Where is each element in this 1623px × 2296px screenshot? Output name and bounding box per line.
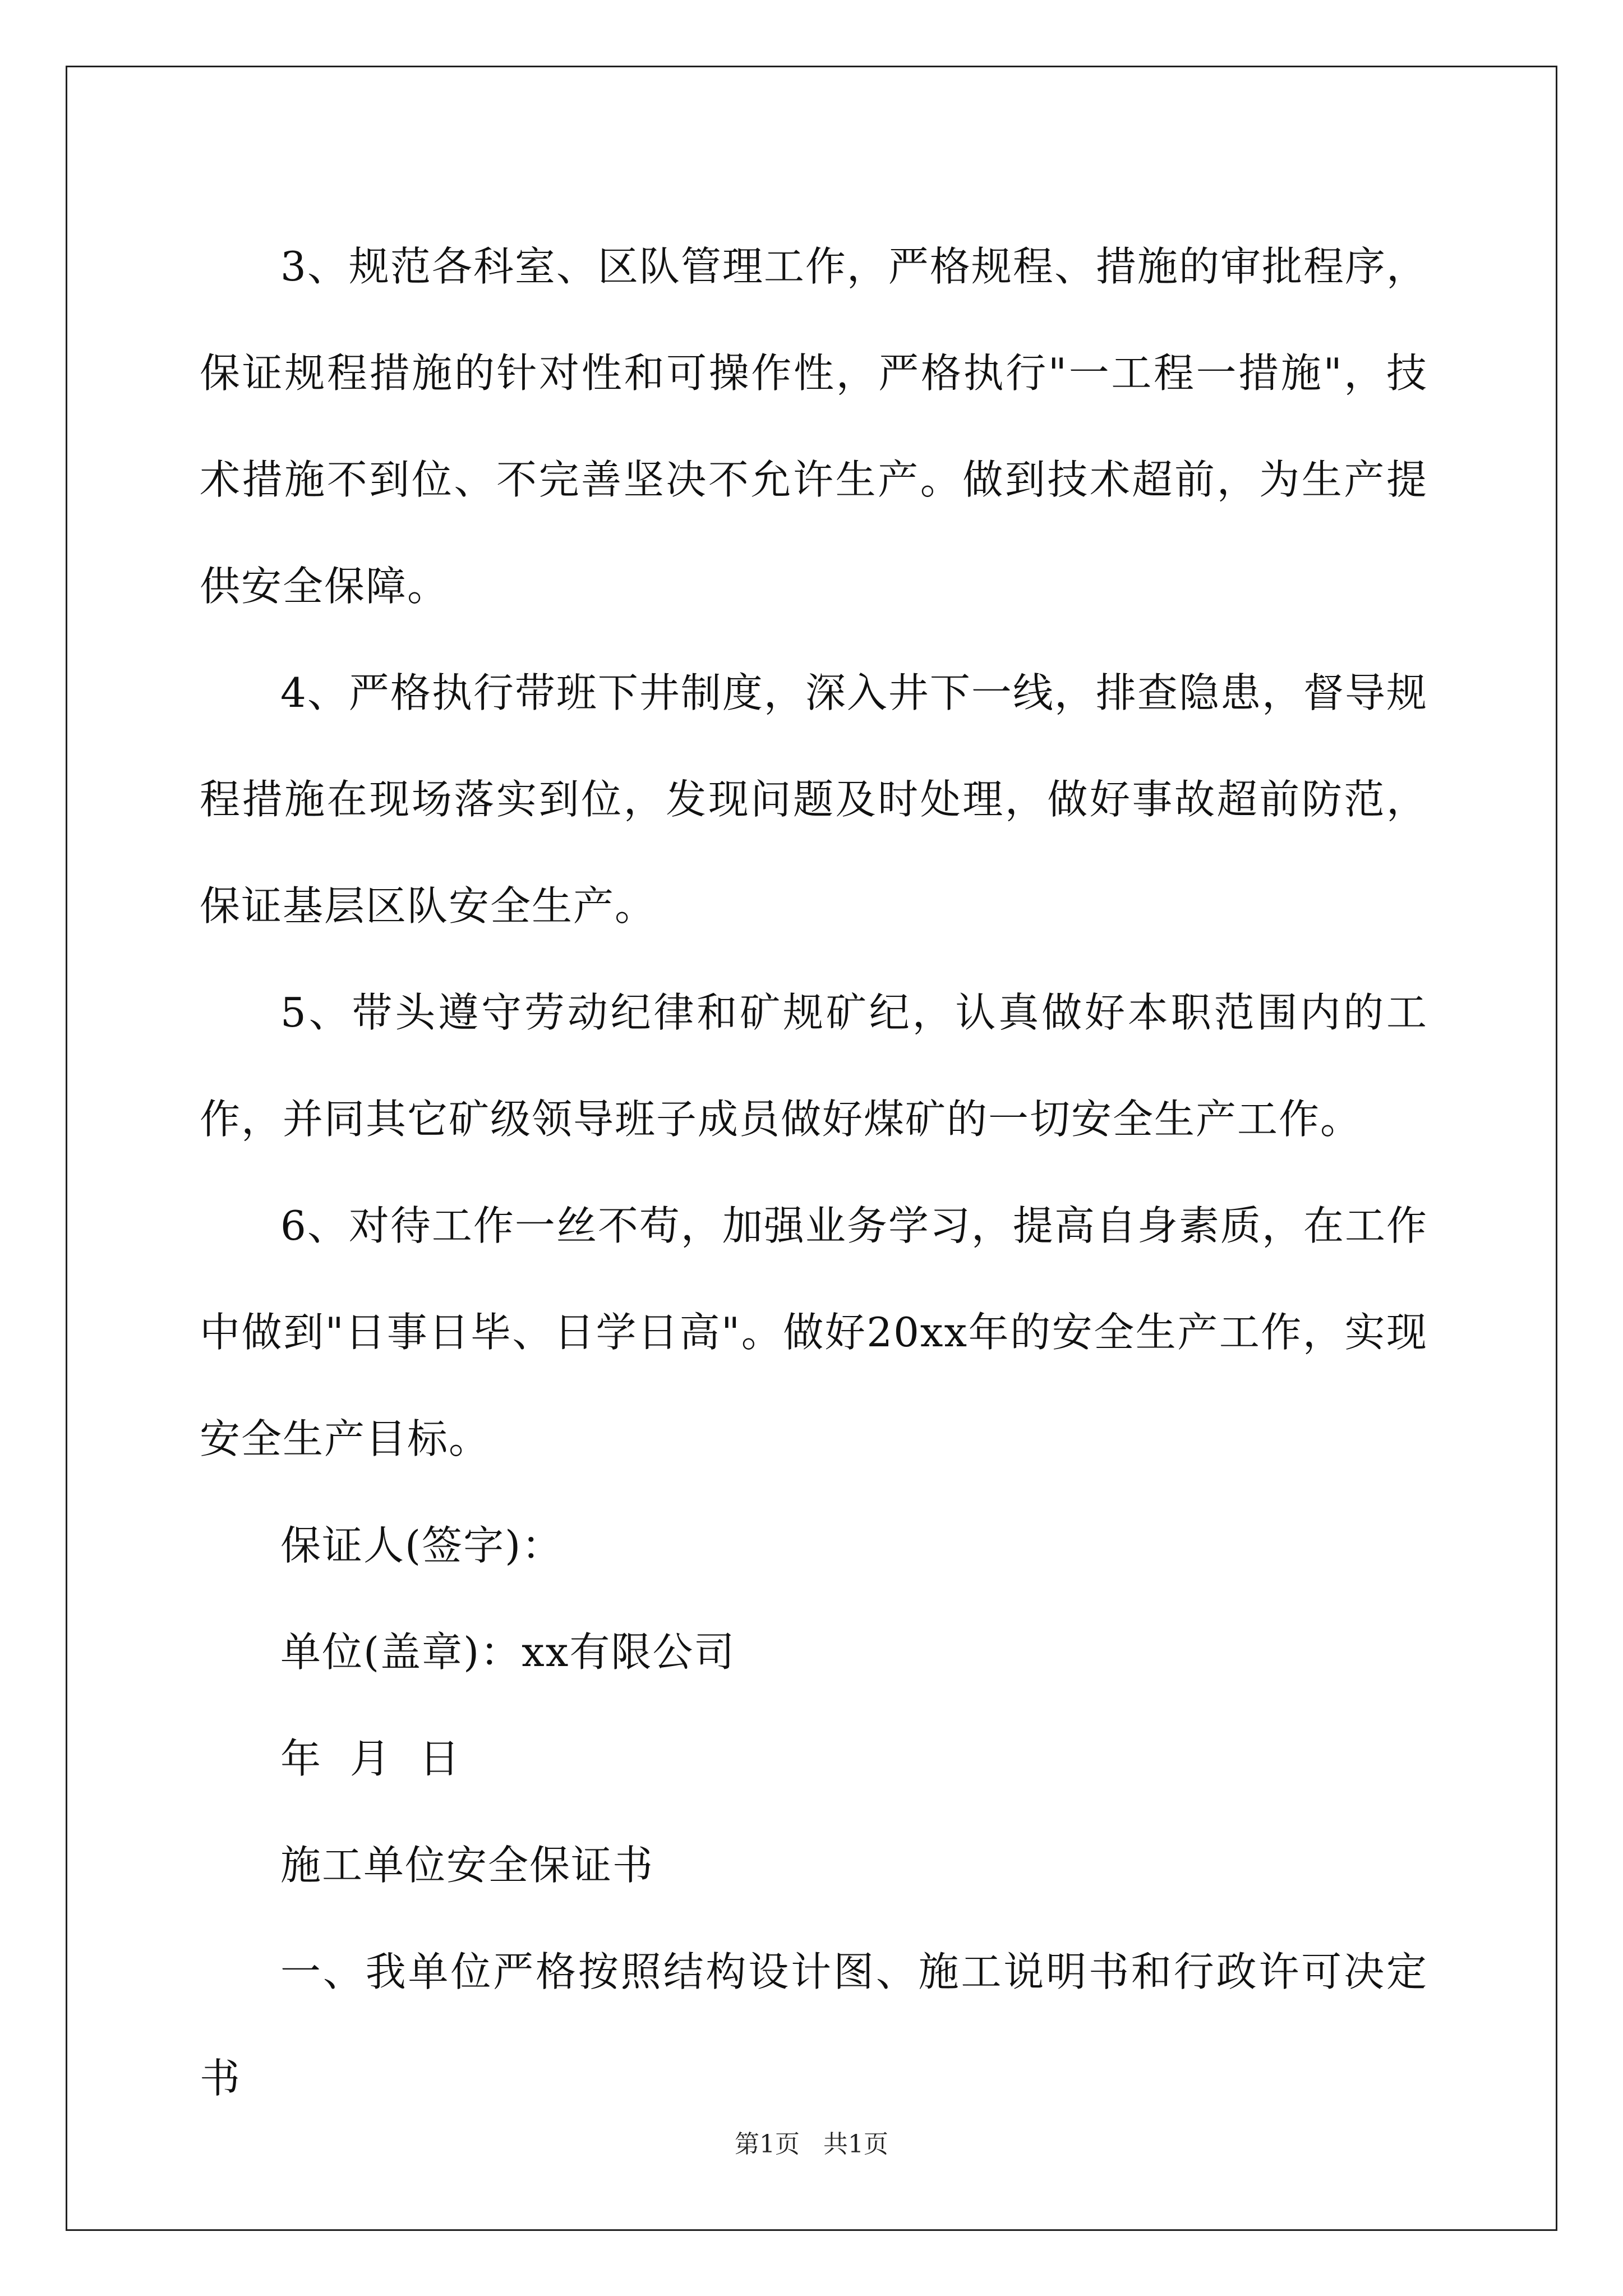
paragraph-item-3: 3、规范各科室、区队管理工作，严格规程、措施的审批程序，保证规程措施的针对性和可操作性，严格执行"一工程一措施"，技术措施不到位、不完善坚决不允许生产。做到技术超前，为生产提供安全保障。 — [200, 243, 1428, 610]
page-number: 第1页 共1页 — [735, 2130, 888, 2159]
guarantor-signature-line: 保证人(签字)： — [280, 1522, 564, 1569]
date-line: 年 月 日 — [280, 1735, 461, 1782]
company-seal-line: 单位(盖章)：xx有限公司 — [280, 1628, 736, 1676]
section-title: 施工单位安全保证书 — [280, 1842, 654, 1889]
document-body — [200, 213, 1428, 2132]
paragraph-item-5: 5、带头遵守劳动纪律和矿规矿纪，认真做好本职范围内的工作，并同其它矿级领导班子成员做好煤矿的一切安全生产工作。 — [200, 989, 1428, 1143]
paragraph-item-6: 6、对待工作一丝不苟，加强业务学习，提高自身素质，在工作中做到"日事日毕、日学日高"。做好20xx年的安全生产工作，实现安全生产目标。 — [200, 1202, 1428, 1462]
paragraph-item-one: 一、我单位严格按照结构设计图、施工说明书和行政许可决定书 — [200, 1948, 1428, 2102]
paragraph-item-4: 4、严格执行带班下井制度，深入井下一线，排查隐患，督导规程措施在现场落实到位，发现问题及时处理，做好事故超前防范，保证基层区队安全生产。 — [200, 669, 1428, 930]
